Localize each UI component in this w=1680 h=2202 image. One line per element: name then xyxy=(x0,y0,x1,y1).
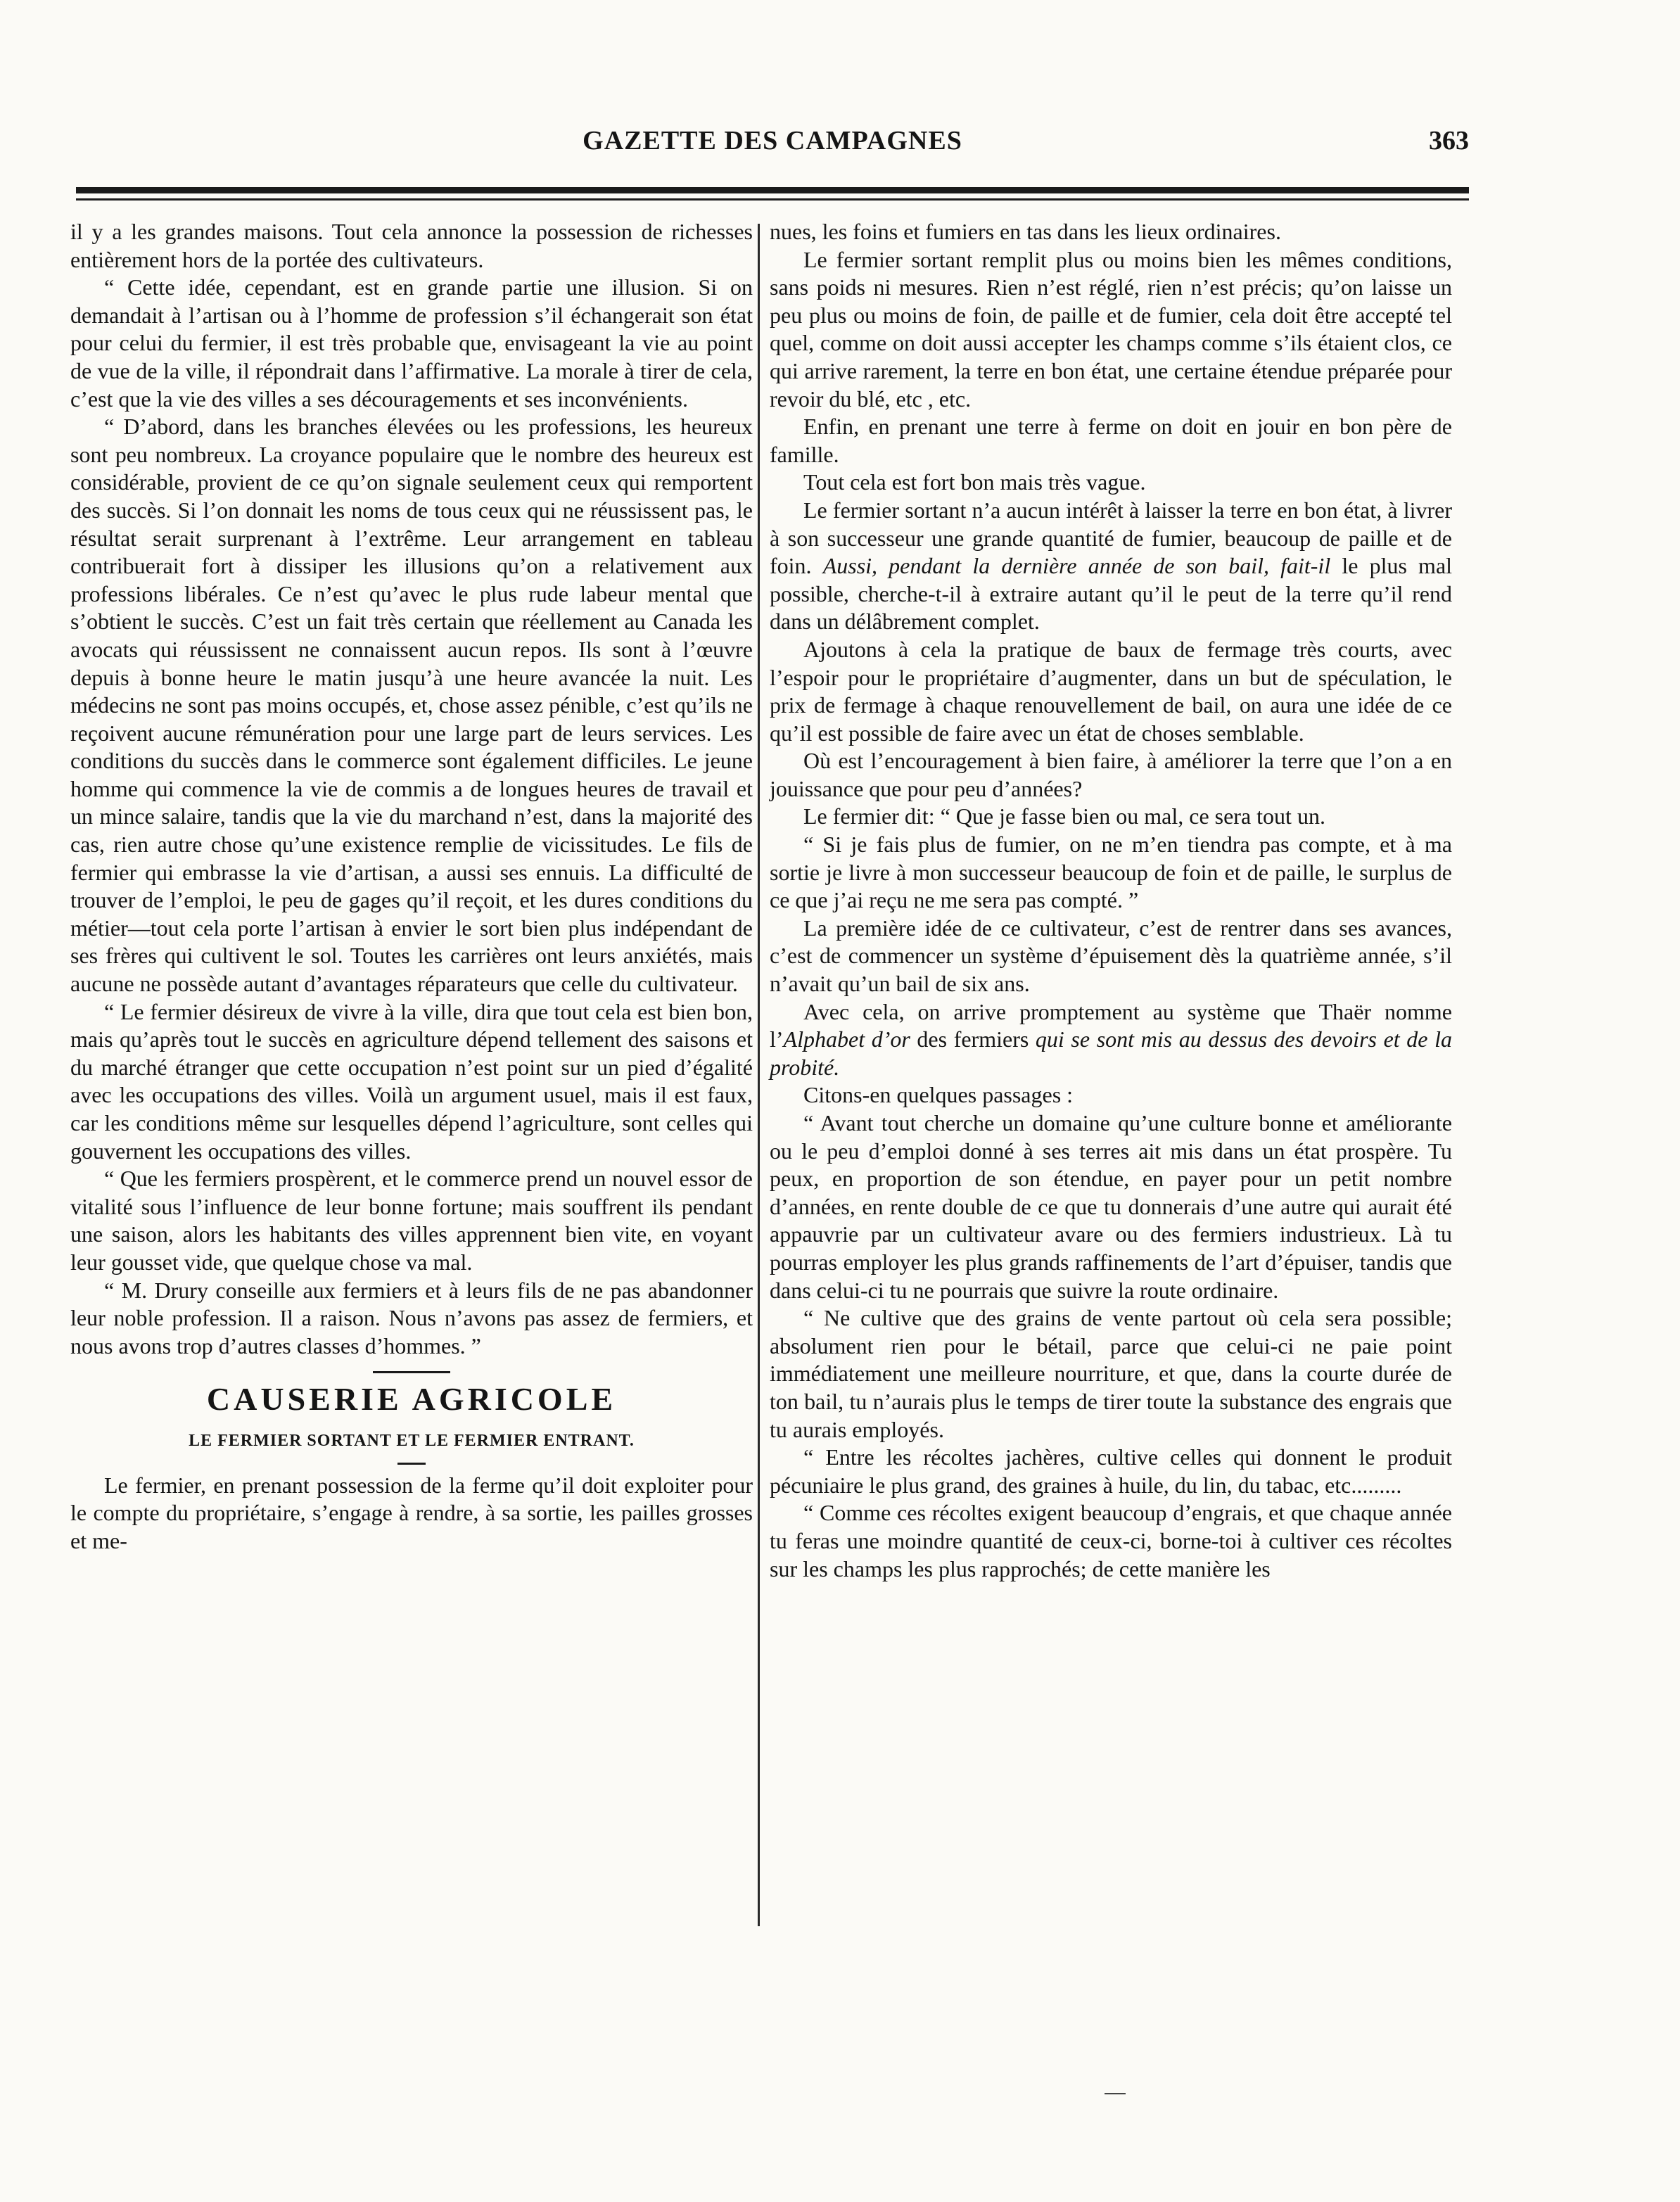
subtitle-dash xyxy=(397,1463,426,1465)
paragraph: “ D’abord, dans les branches élevées ou les professions, les heureux sont peu nombreux. La croyance populaire que le nombre des heureux est considérable, provient de ce qu’on signale seulement ceux qui remportent des succès. Si l’on donnait les noms de tous ceux qui ne réussissent pas, le résultat serait surprenant à l’extrême. Leur arrangement en tableau contribuerait fort à dissiper les illusions qu’on a relativement aux professions libérales. Ce n’est qu’avec le plus rude labeur mental que s’obtient le succès. C’est un fait très certain que réellement au Canada les avocats qui réussissent ne connaissent aucun repos. Ils sont à l’œuvre depuis à bonne heure le matin jusqu’à une heure avancée la nuit. Les médecins ne sont pas moins occupés, et, chose assez pénible, c’est qu’ils ne reçoivent aucune rémunération pour une large part de leurs services. Les conditions du succès dans le commerce sont également difficiles. Le jeune homme qui commence la vie de commis a de longues heures de travail et un mince salaire, tandis que la vie du marchand n’est, dans la majorité des cas, rien autre chose qu’une existence remplie de vicissitudes. Le fils de fermier qui embrasse la vie d’artisan, a aussi ses ennuis. La difficulté de trouver de l’emploi, le peu de gages qu’il reçoit, et les dures conditions du métier—tout cela porte l’artisan à envier le sort bien plus indépendant de ses frères qui cultivent le sol. Toutes les carrières ont leurs anxiétés, mais aucune ne possède autant d’avantages réparateurs que celle du cultivateur. xyxy=(70,414,753,997)
paragraph: il y a les grandes maisons. Tout cela annonce la possession de richesses entièrement hors de la portée des cultivateurs. xyxy=(70,219,753,272)
paragraph: Le fermier dit: “ Que je fasse bien ou mal, ce sera tout un. xyxy=(803,803,1325,829)
paragraph xyxy=(770,497,1452,636)
paragraph: “ Le fermier désireux de vivre à la ville, dira que tout cela est bien bon, mais qu’après tout le succès en agriculture dépend tellement des saisons et du marché étranger que cette occupation n’est point sur un pied d’égalité avec les occupations des villes. Voilà un argument usuel, mais il est faux, car les conditions même sur lesquelles dépend l’agriculture, sont celles qui gouvernent les occupations des villes. xyxy=(70,998,753,1164)
paragraph: Enfin, en prenant une terre à ferme on doit en jouir en bon père de famille. xyxy=(770,414,1452,467)
title-ornament xyxy=(373,1371,450,1373)
paragraph: La première idée de ce cultivateur, c’est de rentrer dans ses avances, c’est de commencer un système d’épuisement dès la quatrième année, s’il n’avait qu’un bail de six ans. xyxy=(770,915,1452,997)
text-run: le plus mal possible, cherche-t-il à extraire autant qu’il le peut de la terre qu’il rend dans un délâbrement complet. xyxy=(770,553,1453,635)
paragraph: nues, les foins et fumiers en tas dans les lieux ordinaires. xyxy=(770,219,1281,244)
paragraph: “ Cette idée, cependant, est en grande partie une illusion. Si on demandait à l’artisan ou à l’homme de profession s’il échangerait son état pour celui du fermier, il est très probable que, envisageant la vie au point de vue de la ville, il répondrait dans l’affirmative. La morale à tirer de cela, c’est que la vie des villes a ses découragements et ses inconvénients. xyxy=(70,274,753,412)
paragraph: “ Que les fermiers prospèrent, et le commerce prend un nouvel essor de vitalité sous l’influence de leur bonne fortune; mais souffrent ils pendant une saison, alors les habitants des villes apprennent bien vite, en voyant leur gousset vide, que quelque chose va mal. xyxy=(70,1166,753,1275)
bottom-mark xyxy=(1105,2093,1126,2094)
paragraph: Le fermier, en prenant possession de la ferme qu’il doit exploiter pour le compte du propriétaire, s’engage à rendre, à sa sortie, les pailles grosses et me- xyxy=(70,1472,753,1553)
text-run: Avec cela, on arrive promptement au système que Thaër nomme l’ xyxy=(770,998,1452,1052)
section-title xyxy=(70,1381,753,1418)
page-number: 363 xyxy=(1429,126,1469,155)
page-header xyxy=(76,125,1469,167)
paragraph: “ Comme ces récoltes exigent beaucoup d’engrais, et que chaque année tu feras une moindre quantité de ceux-ci, borne-toi à cultiver ces récoltes sur les champs les plus rapprochés; de cette manière les xyxy=(770,1500,1452,1582)
section-subtitle: LE FERMIER SORTANT ET LE FERMIER ENTRANT. xyxy=(189,1431,635,1450)
paragraph: Où est l’encouragement à bien faire, à améliorer la terre que l’on a en jouissance que pour peu d’années? xyxy=(770,748,1452,801)
paragraph: Citons-en quelques passages : xyxy=(803,1082,1074,1108)
paragraph: Le fermier sortant remplit plus ou moins bien les mêmes conditions, sans poids ni mesures. Rien n’est réglé, rien n’est précis; qu’on laisse un peu plus ou moins de foin, de paille et de fumier, cela doit être accepté tel quel, comme on doit aussi accepter les champs comme s’ils étaient clos, ce qui arrive rarement, la terre en bon état, une certaine étendue préparée pour revoir du blé, etc , etc. xyxy=(770,246,1452,412)
column-divider xyxy=(758,224,760,1926)
paragraph: “ M. Drury conseille aux fermiers et à leurs fils de ne pas abandonner leur noble profession. Il a raison. Nous n’avons pas assez de fermiers, et nous avons trop d’autres classes d’hommes. ” xyxy=(70,1277,753,1358)
paragraph: “ Ne cultive que des grains de vente partout où cela sera possible; absolument rien pour le bétail, parce que celui-ci ne paie point immédiatement une meilleure nourriture, et que, dans la courte durée de ton bail, tu n’aurais plus le temps de tirer toute la substance des engrais que tu aurais employés. xyxy=(770,1305,1452,1442)
paragraph: Ajoutons à cela la pratique de baux de fermage très courts, avec l’espoir pour le propriétaire d’augmenter, dans un but de spéculation, le prix de fermage à chaque renouvellement de bail, on aura une idée de ce qu’il est possible de faire avec un état de choses semblable. xyxy=(770,636,1452,746)
paragraph: “ Si je fais plus de fumier, on ne m’en tiendra pas compte, et à ma sortie je livre à mon successeur beaucoup de foin et de paille, le surplus de ce que j’ai reçu ne me sera pas compté. ” xyxy=(770,832,1452,913)
text-run: des fermiers xyxy=(910,1026,1036,1052)
right-column xyxy=(770,218,1452,1583)
paragraph: Tout cela est fort bon mais très vague. xyxy=(803,469,1146,495)
paragraph: “ Avant tout cherche un domaine qu’une culture bonne et améliorante ou le peu d’emploi donné à ses terres ait mis dans un état prospère. Tu peux, en proportion de son étendue, en payer pour un petit nombre d’années, en rente double de ce que tu donnerais d’une autre qui aurait été appauvrie par un cultivateur avare ou des fermiers industrieux. Là tu pourras employer les plus grands raffinements de l’art d’épuiser, tandis que dans celui-ci tu ne pourrais que suivre la route ordinaire. xyxy=(770,1110,1452,1303)
left-column xyxy=(70,218,753,1555)
italic-run: Aussi, pendant la dernière année de son bail, fait-il xyxy=(822,553,1331,579)
header-rule-thick xyxy=(76,187,1469,193)
header-rule-thin xyxy=(76,198,1469,201)
italic-run: qui se sont mis au dessus des devoirs et de la probité. xyxy=(770,1026,1453,1080)
paragraph: “ Entre les récoltes jachères, cultive celles qui donnent le produit pécuniaire le plus grand, des graines à huile, du lin, du tabac, etc......... xyxy=(770,1444,1452,1498)
text-run: Le fermier sortant n’a aucun intérêt à laisser la terre en bon état, à livrer à son successeur une grande quantité de fumier, beaucoup de paille et de foin. xyxy=(770,497,1452,579)
section-title-text: CAUSERIE AGRICOLE xyxy=(206,1381,617,1418)
running-title: GAZETTE DES CAMPAGNES xyxy=(583,126,962,155)
paragraph xyxy=(770,998,1452,1082)
italic-run: Alphabet d’or xyxy=(783,1026,910,1052)
